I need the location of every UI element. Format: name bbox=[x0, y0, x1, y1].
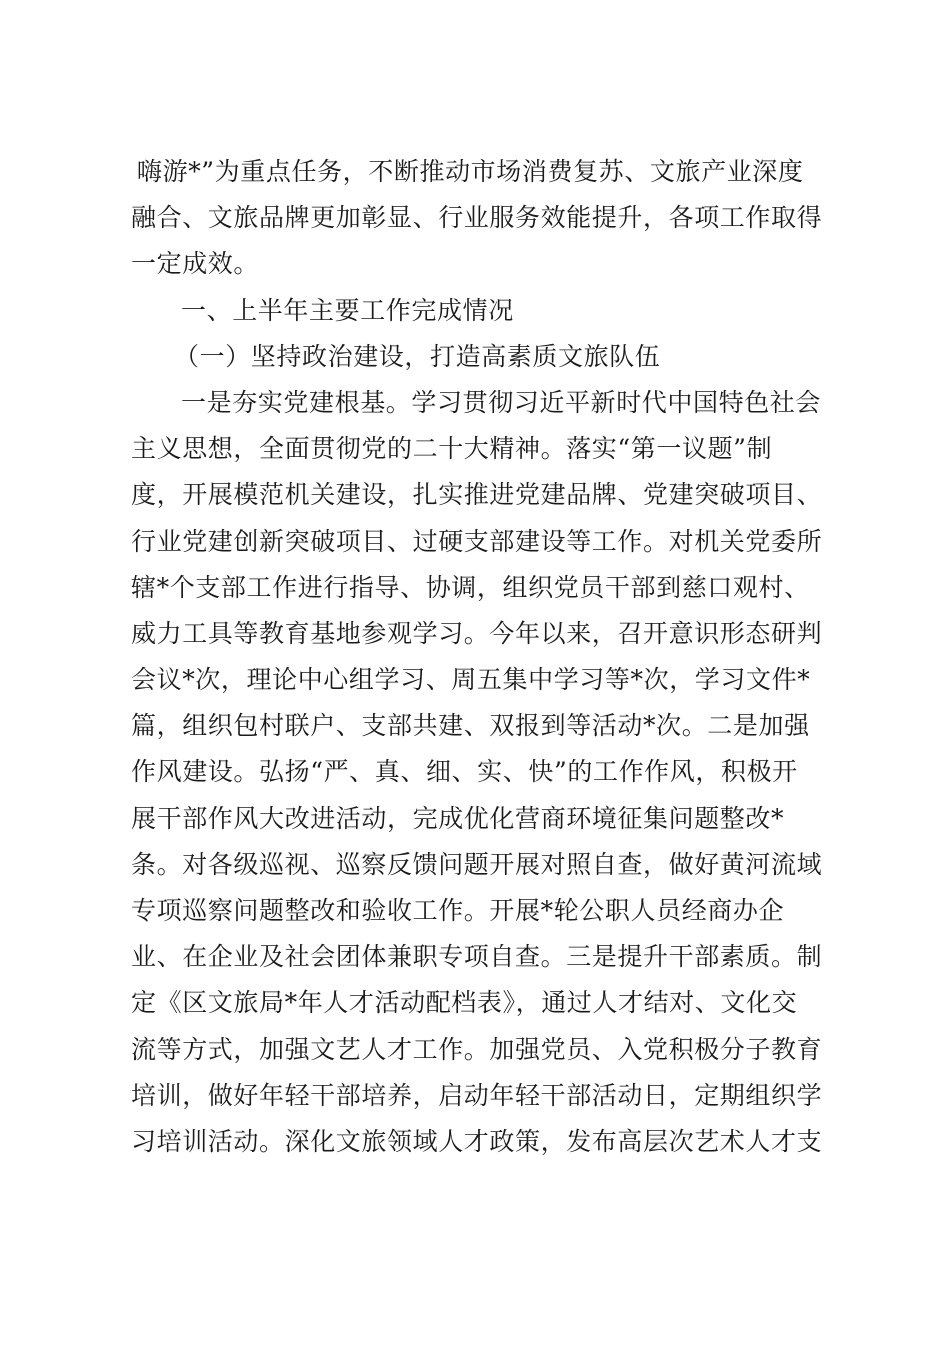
text-line-21: 培训，做好年轻干部培养，启动年轻干部活动日，定期组织学 bbox=[131, 1080, 823, 1110]
text-line-6: 一是夯实党建根基。学习贯彻习近平新时代中国特色社会 bbox=[181, 387, 822, 417]
text-line-14: 作风建设。弘扬“严、真、细、实、快”的工作作风，积极开 bbox=[131, 757, 798, 787]
text-line-9: 行业党建创新突破项目、过硬支部建设等工作。对机关党委所 bbox=[131, 526, 823, 556]
text-line-2: 融合、文旅品牌更加彰显、行业服务效能提升，各项工作取得 bbox=[131, 203, 823, 233]
section-heading-1: 一、上半年主要工作完成情况 bbox=[181, 295, 514, 325]
text-line-13: 篇，组织包村联户、支部共建、双报到等活动*次。二是加强 bbox=[131, 711, 810, 741]
text-line-11: 威力工具等教育基地参观学习。今年以来，召开意识形态研判 bbox=[131, 618, 823, 648]
subsection-heading-1: （一）坚持政治建设，打造高素质文旅队伍 bbox=[174, 341, 661, 371]
text-line-8: 度，开展模范机关建设，扎实推进党建品牌、党建突破项目、 bbox=[131, 480, 823, 510]
text-line-7: 主义思想，全面贯彻党的二十大精神。落实“第一议题”制 bbox=[131, 434, 773, 464]
text-line-18: 业、在企业及社会团体兼职专项自查。三是提升干部素质。制 bbox=[131, 942, 823, 972]
text-line-17: 专项巡察问题整改和验收工作。开展*轮公职人员经商办企 bbox=[131, 896, 785, 925]
text-line-16: 条。对各级巡视、巡察反馈问题开展对照自查，做好黄河流域 bbox=[131, 849, 823, 879]
text-line-12: 会议*次，理论中心组学习、周五集中学习等*次，学习文件* bbox=[131, 665, 811, 695]
text-line-1: 嗨游*”为重点任务，不断推动市场消费复苏、文旅产业深度 bbox=[137, 157, 804, 186]
text-line-15: 展干部作风大改进活动，完成优化营商环境征集问题整改* bbox=[131, 803, 785, 833]
body-text bbox=[131, 149, 831, 1165]
text-line-3: 一定成效。 bbox=[131, 249, 260, 279]
text-line-19: 定《区文旅局*年人才活动配档表》，通过人才结对、文化交 bbox=[131, 988, 798, 1018]
text-line-22: 习培训活动。深化文旅领域人才政策，发布高层次艺术人才支 bbox=[131, 1126, 823, 1156]
text-line-10: 辖*个支部工作进行指导、协调，组织党员干部到慈口观村、 bbox=[131, 572, 810, 602]
text-line-20: 流等方式，加强文艺人才工作。加强党员、入党积极分子教育 bbox=[131, 1034, 823, 1064]
